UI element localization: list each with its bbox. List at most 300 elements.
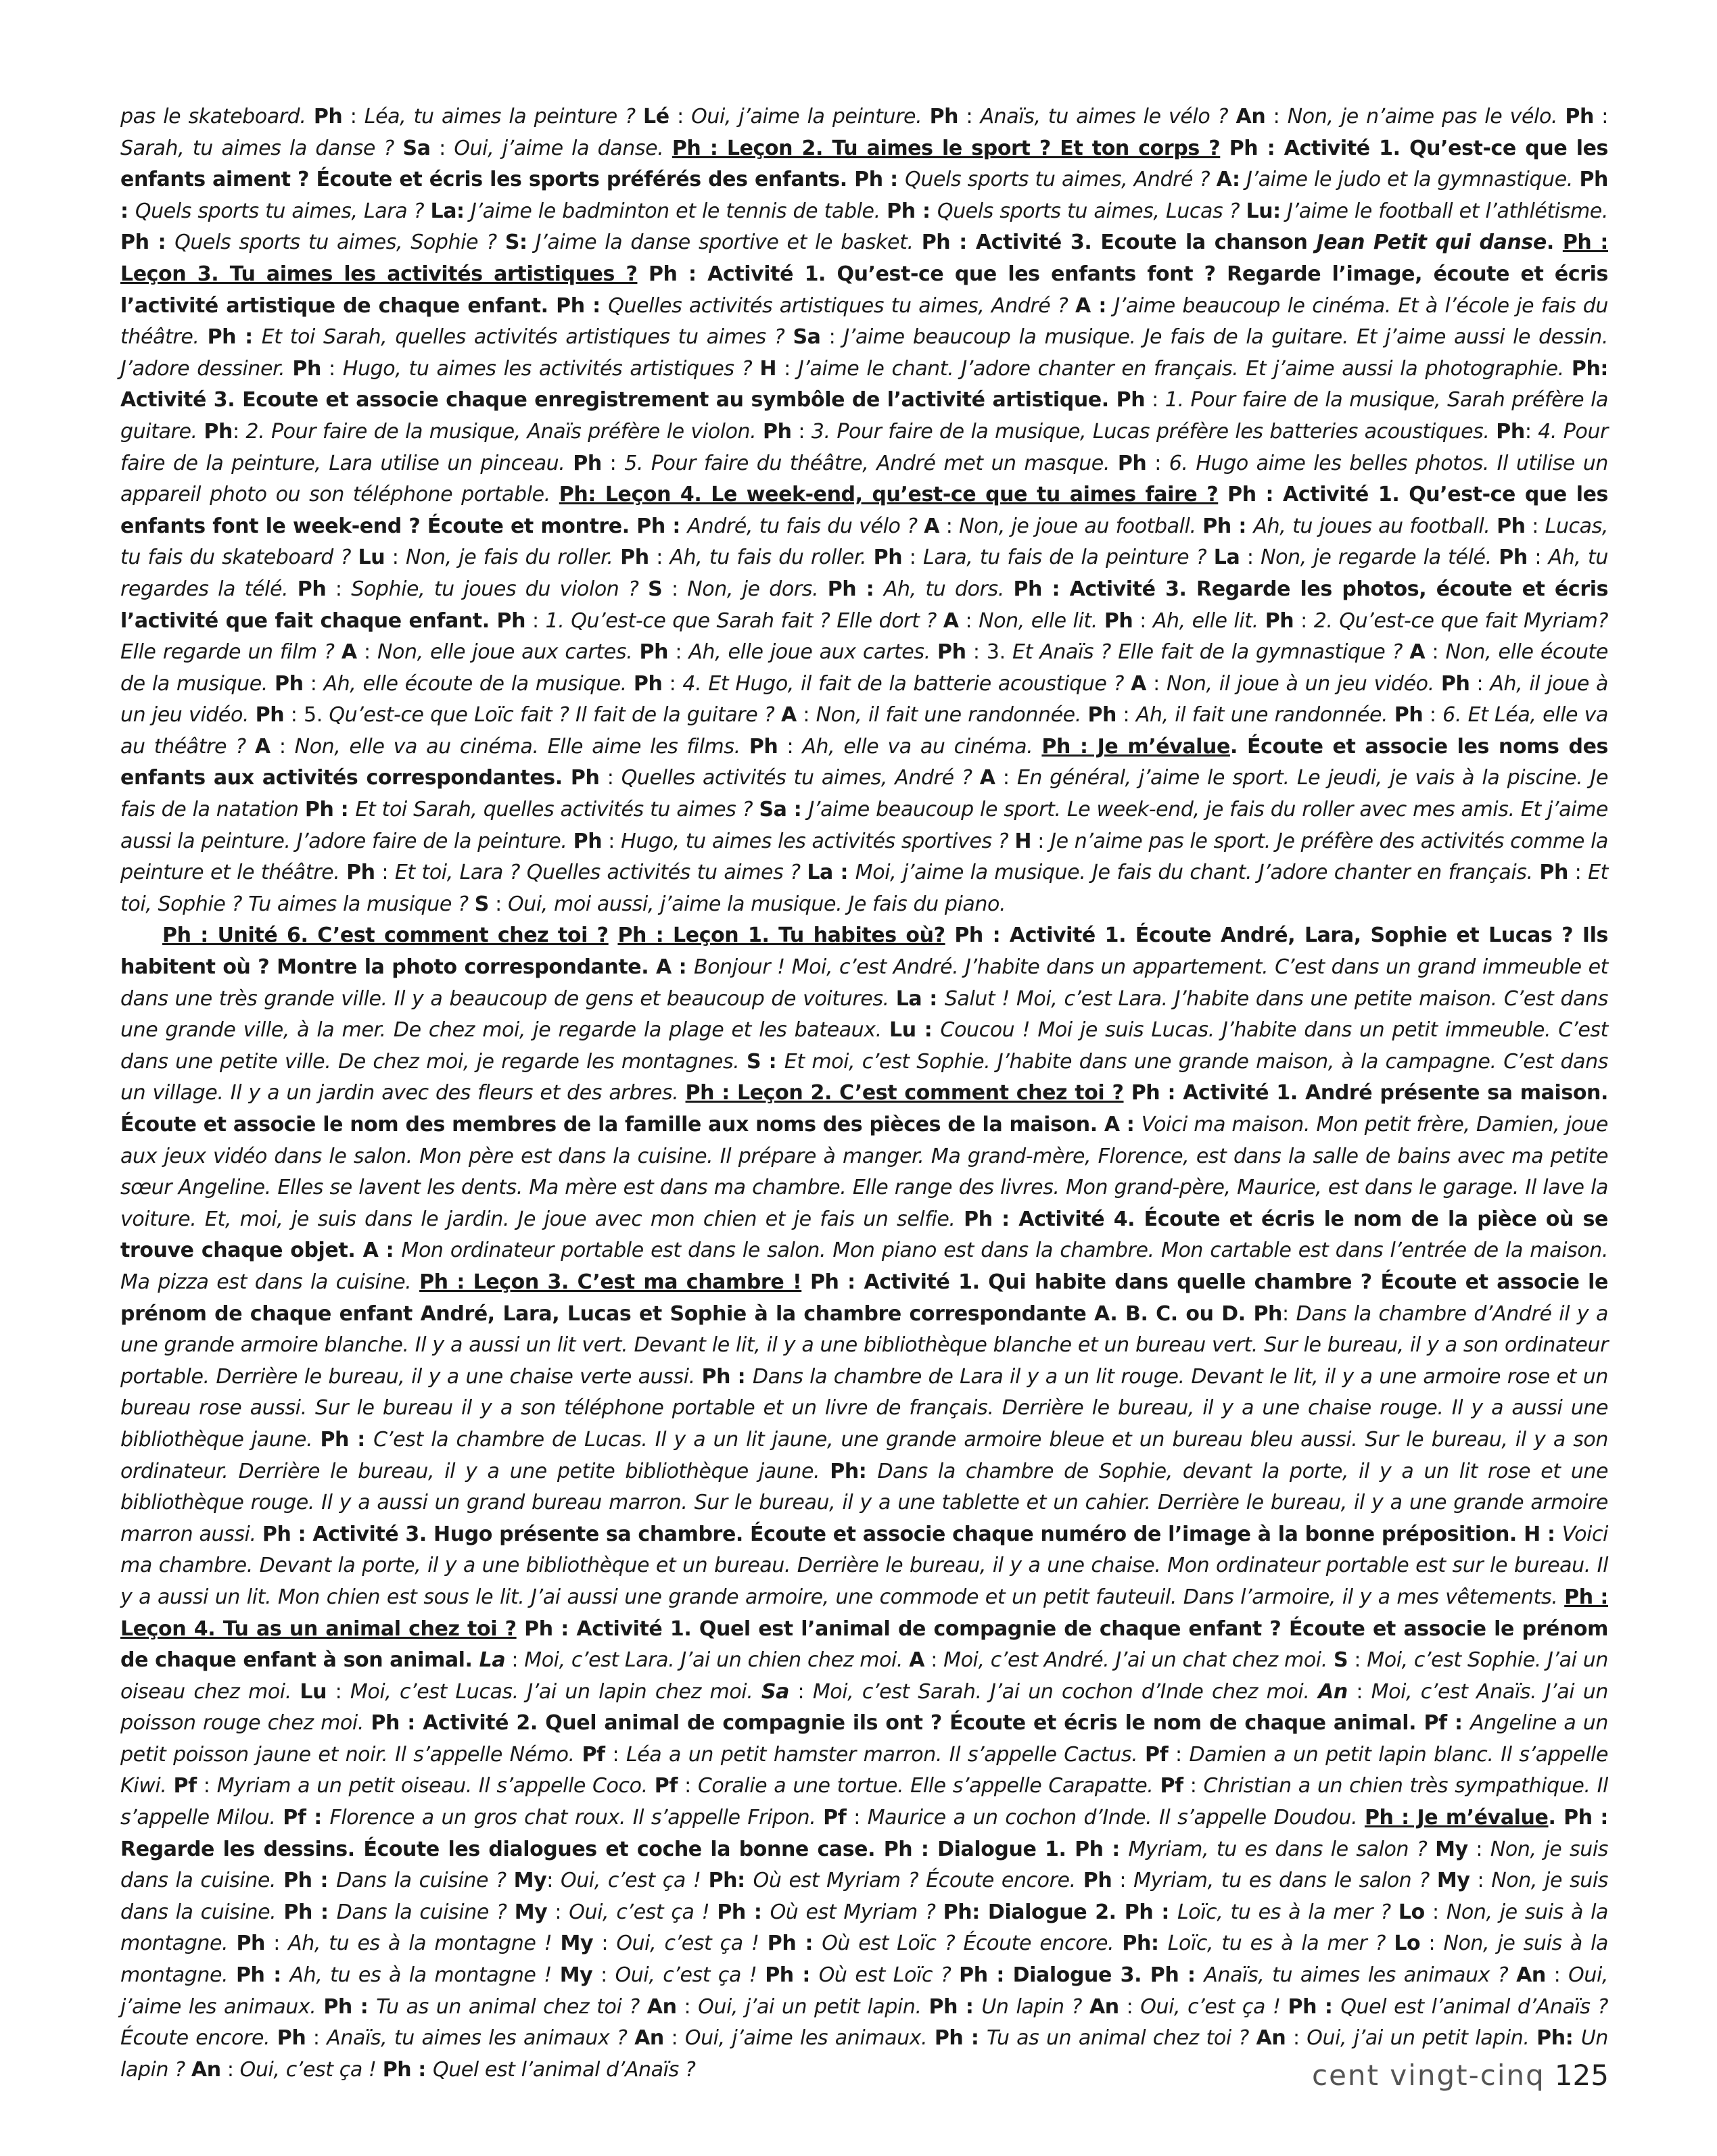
speaker-label: Ph :	[320, 1427, 374, 1452]
speaker-label: Ph	[1394, 703, 1424, 727]
speaker-label: Sa	[402, 136, 431, 160]
dialogue-text: :	[678, 1774, 698, 1798]
speaker-label: Ph	[292, 356, 321, 381]
speaker-label: Ph:	[830, 1459, 878, 1483]
speaker-label: Ph : Activité 3. Hugo présente sa chambre. Écoute et associe chaque numéro de l’image à la bonne préposition. H :	[262, 1522, 1562, 1546]
dialogue-text: Loïc, tu es à la mer ?	[1177, 1900, 1398, 1924]
speaker-label: Ph	[620, 546, 649, 570]
dialogue-text: Ah, tu joues au football.	[1253, 514, 1497, 538]
speaker-label: A	[341, 640, 357, 665]
dialogue-text: 6. Hugo aime les belles photos. Il utilise un appareil photo ou son téléphone portable.	[120, 451, 1609, 507]
section-heading: Ph : Leçon 4. Tu as un animal chez toi ?	[120, 1585, 1609, 1641]
transcript-paragraph	[120, 101, 1608, 920]
dialogue-text: :	[385, 546, 406, 570]
dialogue-text: :	[327, 1679, 350, 1704]
speaker-label: Ph	[573, 829, 603, 853]
dialogue-text: :	[669, 105, 692, 128]
dialogue-text: Un lapin ?	[981, 1994, 1089, 2019]
page-number: 125	[1554, 2059, 1609, 2092]
dialogue-text: Où est Loïc ? Écoute encore.	[822, 1932, 1123, 1956]
dialogue-text: :	[326, 577, 352, 601]
dialogue-text: :	[1116, 703, 1136, 727]
dialogue-text: Ah, tu regardes la télé.	[120, 546, 1608, 601]
speaker-label: Ph	[346, 861, 375, 885]
dialogue-text: Où est Loïc ?	[818, 1963, 960, 1988]
dialogue-text: :	[1420, 1932, 1444, 1956]
dialogue-text: Et Anaïs ? Elle fait de la gymnastique ?	[1012, 640, 1410, 665]
dialogue-text: Ah, tu dors.	[883, 577, 1014, 601]
dialogue-text: Et toi Sarah, quelles activités tu aimes ?	[355, 798, 759, 822]
speaker-label: Ph :	[928, 1994, 982, 2019]
speaker-label: Ph	[277, 2026, 306, 2051]
dialogue-text: Non, je regarde la télé.	[1261, 546, 1499, 570]
dialogue-text: :	[270, 734, 295, 759]
speaker-label: Ph	[275, 671, 304, 696]
speaker-label: Ph	[1117, 451, 1147, 475]
dialogue-text: pas le skateboard.	[120, 105, 314, 128]
dialogue-text: J’aime beaucoup le cinéma. Et à l’école je fais du théâtre.	[120, 293, 1608, 350]
speaker-label: Ph :	[235, 1963, 290, 1988]
page-footer	[1312, 2059, 1609, 2092]
dialogue-text: :	[662, 671, 683, 696]
page-number-words: cent vingt-cinq	[1311, 2059, 1545, 2092]
speaker-label: Ph : Activité 1. Qu’est-ce que les enfants font le week-end ? Écoute et montre. Ph :	[120, 483, 1609, 538]
section-heading: Ph : Unité 6. C’est comment chez toi ?	[162, 924, 609, 948]
speaker-label: Ph	[1083, 1869, 1112, 1893]
speaker-label: Ph :	[887, 199, 937, 223]
dialogue-text: Bonjour ! Moi, c’est André. J’habite dans un appartement. C’est dans un grand immeuble et dans une très grande ville. Il y a beaucoup de gens et beaucoup de voitures.	[120, 955, 1609, 1011]
speaker-label: Ph : Activité 3. Ecoute la chanson	[921, 231, 1317, 255]
dialogue-text: :	[303, 671, 324, 696]
speaker-label: A	[1409, 640, 1426, 665]
speaker-label: Ph: Activité 3. Ecoute et associe chaque enregistrement au symbôle de l’activité artistique. Ph	[120, 356, 1609, 412]
speaker-label: Ph	[937, 640, 966, 665]
speaker-label: An	[1318, 1679, 1348, 1704]
dialogue-text: Oui, j’aime la danse.	[454, 136, 672, 160]
speaker-label: Ph :	[1202, 514, 1254, 538]
dialogue-text: Non, je fais du roller.	[405, 546, 621, 570]
dialogue-text: Quels sports tu aimes, André ?	[905, 168, 1217, 192]
speaker-label: .	[1546, 231, 1563, 255]
dialogue-text: :	[264, 1932, 289, 1956]
speaker-label: Ph :	[323, 1994, 377, 2019]
dialogue-text: Anaïs, tu aimes les animaux ?	[327, 2026, 635, 2051]
speaker-label: Ph	[1496, 419, 1525, 444]
dialogue-text: Ah, tu es à la montagne !	[288, 1932, 561, 1956]
dialogue-text: :	[593, 1932, 617, 1956]
speaker-label: H	[1014, 829, 1032, 853]
section-heading: Ph : Leçon 3. Tu aimes les activités artistiques ?	[120, 231, 1609, 286]
dialogue-text: :	[1183, 1774, 1204, 1798]
dialogue-text: 1. Qu’est-ce que Sarah fait ? Elle dort ?	[545, 608, 943, 633]
dialogue-text: :	[776, 356, 798, 381]
speaker-label: Lu:	[1246, 199, 1281, 223]
speaker-label: A	[943, 608, 959, 633]
dialogue-text: :	[1423, 703, 1443, 727]
dialogue-text: Non, je n’aime pas le vélo.	[1287, 105, 1566, 128]
speaker-label: Ph	[255, 703, 285, 727]
dialogue-text: :	[599, 766, 621, 790]
speaker-label: Ph	[639, 640, 669, 665]
dialogue-text: J’aime le judo et la gymnastique.	[1240, 168, 1580, 192]
dialogue-text: :	[796, 703, 816, 727]
section-heading: Ph : Leçon 2. Tu aimes le sport ? Et ton corps ?	[672, 136, 1221, 160]
dialogue-text: Oui, c’est ça !	[1140, 1994, 1288, 2019]
dialogue-text: Non, je joue au football.	[959, 514, 1203, 538]
dialogue-text: Sarah, tu aimes la danse ?	[120, 136, 403, 160]
dialogue-text: :	[601, 451, 625, 475]
dialogue-text: Myriam a un petit oiseau. Il s’appelle Coco.	[216, 1774, 655, 1798]
speaker-label: Pf	[654, 1774, 678, 1798]
dialogue-text: Moi, c’est Sarah. J’ai un cochon d’Inde chez moi.	[812, 1679, 1319, 1704]
dialogue-text: :	[778, 734, 803, 759]
speaker-label: Pf	[173, 1774, 197, 1798]
dialogue-text: Ah, il joue à un jeu vidéo.	[120, 671, 1609, 727]
dialogue-text: Oui, c’est ça !	[239, 2057, 383, 2082]
dialogue-text: Dans la chambre d’André il y a une grande armoire blanche. Il y a aussi un lit vert. Devant le lit, il y a une bibliothèque blanche et un bureau vert. Sur le bureau, il y a son ordinateur portable. Derrière le bureau, il y a une chaise verte aussi.	[120, 1301, 1609, 1389]
dialogue-text: :	[356, 640, 377, 665]
speaker-label: An	[1256, 2026, 1286, 2051]
dialogue-text: :	[789, 1679, 813, 1704]
dialogue-text: Non, il joue à un jeu vidéo.	[1166, 671, 1441, 696]
speaker-label: Ph	[573, 451, 602, 475]
speaker-label: A	[780, 703, 797, 727]
dialogue-text: :	[1146, 671, 1167, 696]
speaker-label: Pf	[1160, 1774, 1183, 1798]
speaker-label: My	[559, 1963, 593, 1988]
dialogue-text: Damien a un petit lapin blanc. Il s’appelle Kiwi.	[120, 1742, 1609, 1798]
dialogue-text: :	[663, 2026, 685, 2051]
section-heading: Ph: Leçon 4. Le week-end, qu’est-ce que tu aimes faire ?	[559, 483, 1219, 507]
dialogue-text: Coralie a une tortue. Elle s’appelle Carapatte.	[697, 1774, 1160, 1798]
dialogue-text: :	[1282, 1301, 1296, 1326]
dialogue-text: Je n’aime pas le sport. Je préfère des activités comme la peinture et le théâtre.	[120, 829, 1608, 885]
dialogue-text: Oui, j’ai un petit lapin.	[698, 1994, 929, 2019]
speaker-label: A	[979, 766, 995, 790]
speaker-label: Ph	[763, 419, 792, 444]
speaker-label: La :	[807, 861, 855, 885]
speaker-label: Ph :	[767, 1932, 822, 1956]
dialogue-text: Oui, c’est ça !	[560, 1869, 709, 1893]
dialogue-text: :	[820, 325, 844, 350]
dialogue-text: J’aime beaucoup la musique. Je fais de la guitare. Et j’aime aussi le dessin. J’adore dessiner.	[120, 325, 1608, 381]
speaker-label: Ph	[236, 1932, 265, 1956]
speaker-label: An	[1516, 1963, 1546, 1988]
speaker-label: An	[191, 2057, 221, 2082]
dialogue-text: :	[525, 608, 546, 633]
dialogue-text: Où est Myriam ? Écoute encore.	[753, 1869, 1083, 1893]
dialogue-text: :	[321, 356, 343, 381]
dialogue-text: :	[676, 1994, 699, 2019]
dialogue-text: Moi, j’aime la musique. Je fais du chant. J’adore chanter en français.	[855, 861, 1540, 885]
speaker-label: My	[1435, 1837, 1468, 1861]
speaker-label: Ph	[929, 105, 959, 128]
dialogue-text: : 5.	[284, 703, 329, 727]
dialogue-text: :	[1265, 105, 1288, 128]
speaker-label: La	[1213, 546, 1240, 570]
speaker-label: Pf	[582, 1742, 605, 1767]
dialogue-text: Non, elle écoute de la musique.	[120, 640, 1608, 696]
dialogue-text: :	[995, 766, 1017, 790]
speaker-label: Ph : Activité 1. Qui habite dans quelle chambre ? Écoute et associe le prénom de chaque enfant André, Lara, Lucas et Sophie à la chambre correspondante A. B. C. ou D. Ph	[120, 1270, 1608, 1326]
dialogue-text: :	[1145, 388, 1165, 412]
speaker-label: Ph:	[1122, 1932, 1168, 1956]
dialogue-text: :	[220, 2057, 240, 2082]
transcript-paragraph	[120, 920, 1608, 2086]
dialogue-text: :	[1133, 608, 1153, 633]
dialogue-text: Léa, tu aimes la peinture ?	[364, 105, 644, 128]
dialogue-text: : 3.	[966, 640, 1013, 665]
dialogue-text: Et toi Sarah, quelles activités artistiques tu aimes ?	[261, 325, 793, 350]
dialogue-text: :	[430, 136, 454, 160]
speaker-label: S	[474, 892, 489, 916]
dialogue-text: Ah, tu es à la montagne !	[289, 1963, 560, 1988]
speaker-label: My	[1436, 1869, 1470, 1893]
dialogue-text: Où est Myriam ?	[770, 1900, 943, 1924]
dialogue-text: Myriam, tu es dans le salon ?	[1133, 1869, 1437, 1893]
dialogue-text: Dans la cuisine ?	[336, 1900, 515, 1924]
speaker-label: S:	[504, 231, 527, 255]
speaker-label: Ph	[1087, 703, 1116, 727]
speaker-label: Pf	[823, 1806, 847, 1830]
dialogue-text: :	[939, 514, 960, 538]
dialogue-text: Et toi, Sophie ? Tu aimes la musique ?	[120, 861, 1609, 916]
dialogue-text: Ah, elle va au cinéma.	[802, 734, 1042, 759]
dialogue-text: :	[306, 2026, 327, 2051]
speaker-label: Ph	[1265, 608, 1294, 633]
speaker-label: Ph:	[708, 1869, 753, 1893]
section-heading: Ph : Leçon 2. C’est comment chez toi ?	[685, 1081, 1124, 1105]
dialogue-text: J’aime le badminton et le tennis de table.	[464, 199, 887, 223]
speaker-label: Ph	[749, 734, 778, 759]
dialogue-text: J’aime la danse sportive et le basket.	[527, 231, 922, 255]
speaker-label: Ph	[1440, 671, 1470, 696]
dialogue-text: Quels sports tu aimes, Lucas ?	[937, 199, 1246, 223]
speaker-label: Lu	[358, 546, 385, 570]
speaker-label: Ph	[1497, 514, 1526, 538]
dialogue-text: Oui, j’aime les animaux.	[120, 1963, 1609, 2019]
dialogue-text: 5. Pour faire du théâtre, André met un masque.	[624, 451, 1118, 475]
dialogue-text: Non, je dors.	[687, 577, 828, 601]
speaker-label: Sa	[761, 1679, 789, 1704]
speaker-label: An	[646, 1994, 677, 2019]
speaker-label: My	[513, 1869, 547, 1893]
speaker-label: An	[1236, 105, 1266, 128]
speaker-label: Ph :	[701, 1364, 753, 1389]
dialogue-text: 4. Pour faire de la peinture, Lara utilise un pinceau.	[120, 419, 1608, 475]
section-heading: Ph : Je m’évalue	[1364, 1806, 1549, 1830]
dialogue-text: Qu’est-ce que Loïc fait ? Il fait de la guitare ?	[329, 703, 781, 727]
dialogue-text: 4. Et Hugo, il fait de la batterie acoustique ?	[682, 671, 1131, 696]
dialogue-text: :	[1469, 1869, 1492, 1893]
dialogue-text: :	[547, 1900, 569, 1924]
dialogue-text: Oui, j’aime la peinture.	[691, 105, 930, 128]
dialogue-text: Coucou ! Moi je suis Lucas. J’habite dans un petit immeuble. C’est dans une petite ville. De chez moi, je regarde les montagnes.	[120, 1018, 1608, 1074]
speaker-label: Ph : Activité 1. André présente sa maison. Écoute et associe le nom des membres de la famille aux noms des pièces de la maison. A :	[120, 1081, 1608, 1136]
speaker-label: Lé	[643, 105, 669, 128]
speaker-label: Ph	[204, 419, 233, 444]
dialogue-text: :	[592, 1963, 615, 1988]
speaker-label: Ph	[297, 577, 327, 601]
dialogue-text: Oui, c’est ça !	[569, 1900, 718, 1924]
dialogue-text: Ah, elle lit.	[1152, 608, 1265, 633]
speaker-label: S	[1334, 1648, 1348, 1673]
speaker-label: A:	[1216, 168, 1240, 192]
dialogue-text: Hugo, tu aimes les activités artistiques ?	[342, 356, 760, 381]
speaker-label: Ph:	[1536, 2026, 1581, 2051]
speaker-label: Ph :	[827, 577, 884, 601]
speaker-label: Pf :	[283, 1806, 330, 1830]
dialogue-text: :	[1119, 1994, 1141, 2019]
dialogue-text: Lara, tu fais de la peinture ?	[923, 546, 1214, 570]
dialogue-text: :	[1525, 514, 1545, 538]
speaker-label: Sa	[793, 325, 821, 350]
speaker-label: Ph :	[120, 231, 175, 255]
dialogue-text: :	[1469, 671, 1490, 696]
speaker-label: Ph : Activité 1. Quel est l’animal de compagnie de chaque enfant ? Écoute et associe le prénom de chaque enfant à son animal.	[120, 1616, 1608, 1673]
dialogue-text: Oui, c’est ça !	[616, 1932, 768, 1956]
dialogue-text: Tu as un animal chez toi ?	[987, 2026, 1256, 2051]
speaker-label: Ph	[1539, 861, 1568, 885]
dialogue-text: Non, je suis à la montagne.	[120, 1932, 1609, 1988]
dialogue-text: Non, il fait une randonnée.	[816, 703, 1088, 727]
speaker-label: . Écoute et associe les noms des enfants aux activités correspondantes. Ph	[120, 734, 1608, 790]
speaker-label: La	[479, 1648, 506, 1673]
dialogue-text: Tu as un animal chez toi ?	[376, 1994, 647, 2019]
speaker-label: Pf	[1145, 1742, 1169, 1767]
dialogue-text: Non, je suis dans la cuisine.	[120, 1837, 1608, 1893]
dialogue-text: 2. Pour faire de la musique, Anaïs préfère le violon.	[245, 419, 763, 444]
dialogue-text: :	[1347, 1679, 1371, 1704]
dialogue-text: Voici ma maison. Mon petit frère, Damien, joue aux jeux vidéo dans le salon. Mon père est dans la cuisine. Il prépare à manger. Ma grand-mère, Florence, est dans la salle de bains avec ma petite sœur Angeline. Elles se lavent les dents. Ma mère est dans ma chambre. Elle range des livres. Mon grand-père, Maurice, est dans le garage. Il lave la voiture. Et, moi, je suis dans le jardin. Je joue avec mon chien et je fais un selfie.	[120, 1113, 1608, 1231]
dialogue-text: Lucas, tu fais du skateboard ?	[120, 514, 1608, 570]
speaker-label: Ph	[1565, 105, 1594, 128]
dialogue-text: Christian a un chien très sympathique. Il s’appelle Milou.	[120, 1774, 1608, 1830]
speaker-label: Ph	[633, 671, 663, 696]
dialogue-text: :	[1168, 1742, 1190, 1767]
dialogue-text: Salut ! Moi, c’est Lara. J’habite dans une petite maison. C’est dans une grande ville, à la mer. De chez moi, je regarde la plage et les bateaux.	[120, 986, 1608, 1043]
dialogue-text: Moi, c’est André. J’ai un chat chez moi.	[943, 1648, 1334, 1673]
dialogue-text: Léa a un petit hamster marron. Il s’appelle Cactus.	[626, 1742, 1146, 1767]
dialogue-text: Dans la chambre de Lara il y a un lit rouge. Devant le lit, il y a une armoire rose et un bureau rose aussi. Sur le bureau il y a son téléphone portable et un livre de français. Derrière le bureau, il y a une chaise rouge. Il y a aussi une bibliothèque jaune.	[120, 1364, 1608, 1452]
dialogue-text: Quel est l’animal d’Anaïs ? Écoute encore.	[120, 1994, 1609, 2051]
dialogue-text: :	[1112, 1869, 1134, 1893]
speaker-label: Ph :	[934, 2026, 987, 2051]
dialogue-text: :	[662, 577, 688, 601]
speaker-label: Lu :	[889, 1018, 941, 1043]
dialogue-text: :	[1545, 1963, 1569, 1988]
dialogue-text: Non, elle va au cinéma. Elle aime les films.	[294, 734, 749, 759]
dialogue-text: :	[1031, 829, 1051, 853]
speaker-label: A	[909, 1648, 925, 1673]
dialogue-text: Anaïs, tu aimes les animaux ?	[1204, 1963, 1517, 1988]
section-heading: Ph : Je m’évalue	[1041, 734, 1230, 759]
dialogue-text: :	[488, 892, 508, 916]
dialogue-text: :	[605, 1742, 626, 1767]
dialogue-text: Non, je suis dans la cuisine.	[120, 1869, 1609, 1924]
dialogue-text: Anaïs, tu aimes le vélo ?	[980, 105, 1236, 128]
transcript-body	[120, 101, 1608, 2086]
dialogue-text: Mon ordinateur portable est dans le salon. Mon piano est dans la chambre. Mon cartable est dans l’entrée de la maison. Ma pizza est dans la cuisine.	[120, 1239, 1608, 1294]
speaker-label: Sa :	[759, 798, 809, 822]
dialogue-text: Non, je suis à la montagne.	[120, 1900, 1609, 1956]
speaker-label: Ph :	[120, 168, 1608, 223]
speaker-label: Ph :	[283, 1869, 337, 1893]
dialogue-text: :	[1527, 546, 1549, 570]
dialogue-text: :	[1240, 546, 1261, 570]
dialogue-text: J’aime beaucoup le sport. Le week-end, je fais du roller avec mes amis. Et j’aime aussi la peinture. J’adore faire de la peinture.	[120, 798, 1608, 853]
speaker-label: S	[648, 577, 663, 601]
dialogue-text: Dans la chambre de Sophie, devant la porte, il y a un lit rose et une bibliothèque rouge. Il y a aussi un grand bureau marron. Sur le bureau, il y a une tablette et un cahier. Derrière le bureau, il y a une grande armoire marron aussi.	[120, 1459, 1608, 1546]
dialogue-text: :	[546, 1869, 561, 1893]
dialogue-text: Ah, il fait une randonnée.	[1135, 703, 1394, 727]
speaker-label: Ph : Activité 1. Écoute André, Lara, Sophie et Lucas ? Ils habitent où ? Montre la photo correspondante. A :	[120, 924, 1609, 980]
dialogue-text: Quelles activités tu aimes, André ?	[621, 766, 980, 790]
dialogue-text: 2. Qu’est-ce que fait Myriam? Elle regarde un film ?	[120, 608, 1609, 665]
dialogue-text: :	[1348, 1648, 1367, 1673]
dialogue-text: Quel est l’animal d’Anaïs ?	[432, 2057, 696, 2082]
speaker-label: Ph :	[207, 325, 262, 350]
speaker-label: Ph	[873, 546, 903, 570]
speaker-label: Ph	[1104, 608, 1133, 633]
speaker-label: Ph	[313, 105, 343, 128]
speaker-label: Ph	[1499, 546, 1528, 570]
dialogue-text: :	[342, 105, 364, 128]
speaker-label: Lo	[1394, 1932, 1421, 1956]
dialogue-text: Hugo, tu aimes les activités sportives ?	[621, 829, 1015, 853]
dialogue-text: Moi, c’est Anaïs. J’ai un poisson rouge chez moi.	[120, 1679, 1609, 1735]
speaker-label: S :	[746, 1049, 784, 1074]
dialogue-text: :	[1593, 105, 1609, 128]
speaker-label: La:	[430, 199, 465, 223]
dialogue-text: Ah, elle écoute de la musique.	[323, 671, 634, 696]
dialogue-text: Moi, c’est Sophie. J’ai un oiseau chez moi.	[120, 1648, 1608, 1704]
dialogue-text: :	[846, 1806, 868, 1830]
dialogue-text: Dans la cuisine ?	[336, 1869, 514, 1893]
dialogue-text: :	[958, 105, 981, 128]
dialogue-text: :	[602, 829, 621, 853]
speaker-label: Ph :	[283, 1900, 337, 1924]
section-heading: Ph : Leçon 1. Tu habites où?	[617, 924, 945, 948]
speaker-label: A	[1131, 671, 1146, 696]
dialogue-text: :	[232, 419, 246, 444]
speaker-label: Lu	[300, 1679, 327, 1704]
dialogue-text: :	[668, 640, 689, 665]
speaker-label: Ph : Activité 1. Qu’est-ce que les enfants aiment ? Écoute et écris les sports préférés des enfants. Ph :	[120, 136, 1608, 192]
dialogue-text: Oui, c’est ça !	[615, 1963, 766, 1988]
dialogue-text: Non, elle joue aux cartes.	[377, 640, 640, 665]
dialogue-text: J’aime le chant. J’adore chanter en français. Et j’aime aussi la photographie.	[797, 356, 1572, 381]
dialogue-text: :	[375, 861, 395, 885]
dialogue-text: J’aime le football et l’athlétisme.	[1280, 199, 1608, 223]
speaker-label: Ph :	[1288, 1994, 1341, 2019]
speaker-label: Ph : Dialogue 3. Ph :	[959, 1963, 1204, 1988]
dialogue-text: :	[1425, 640, 1446, 665]
dialogue-text: :	[791, 419, 812, 444]
dialogue-text: Voici ma chambre. Devant la porte, il y a une bibliothèque et un bureau. Derrière le bureau, il y a une chaise. Mon ordinateur portable est sur le bureau. Il y a aussi un lit. Mon chien est sous le lit. J’ai aussi une grande armoire, une commode et un petit fauteuil. Dans l’armoire, il y a mes vêtements.	[120, 1522, 1608, 1609]
dialogue-text: :	[1286, 2026, 1307, 2051]
dialogue-text: Non, elle lit.	[979, 608, 1104, 633]
dialogue-text: Loïc, tu es à la mer ?	[1167, 1932, 1394, 1956]
dialogue-text: Oui, j’ai un petit lapin.	[1307, 2026, 1537, 2051]
dialogue-text: André, tu fais du vélo ?	[687, 514, 924, 538]
speaker-label: Ph : Activité 1. Qu’est-ce que les enfants font ? Regarde l’image, écoute et écris l’activité artistique de chaque enfant. Ph :	[120, 262, 1608, 318]
dialogue-text: :	[1568, 861, 1589, 885]
dialogue-text: Sophie, tu joues du violon ?	[351, 577, 649, 601]
dialogue-text: Moi, c’est Lara. J’ai un chien chez moi.	[524, 1648, 910, 1673]
speaker-label: Ph : Activité 4. Écoute et écris le nom de la pièce où se trouve chaque objet. A :	[120, 1207, 1608, 1263]
dialogue-text: En général, j’aime le sport. Le jeudi, je vais à la piscine. Je fais de la natation	[120, 766, 1608, 822]
